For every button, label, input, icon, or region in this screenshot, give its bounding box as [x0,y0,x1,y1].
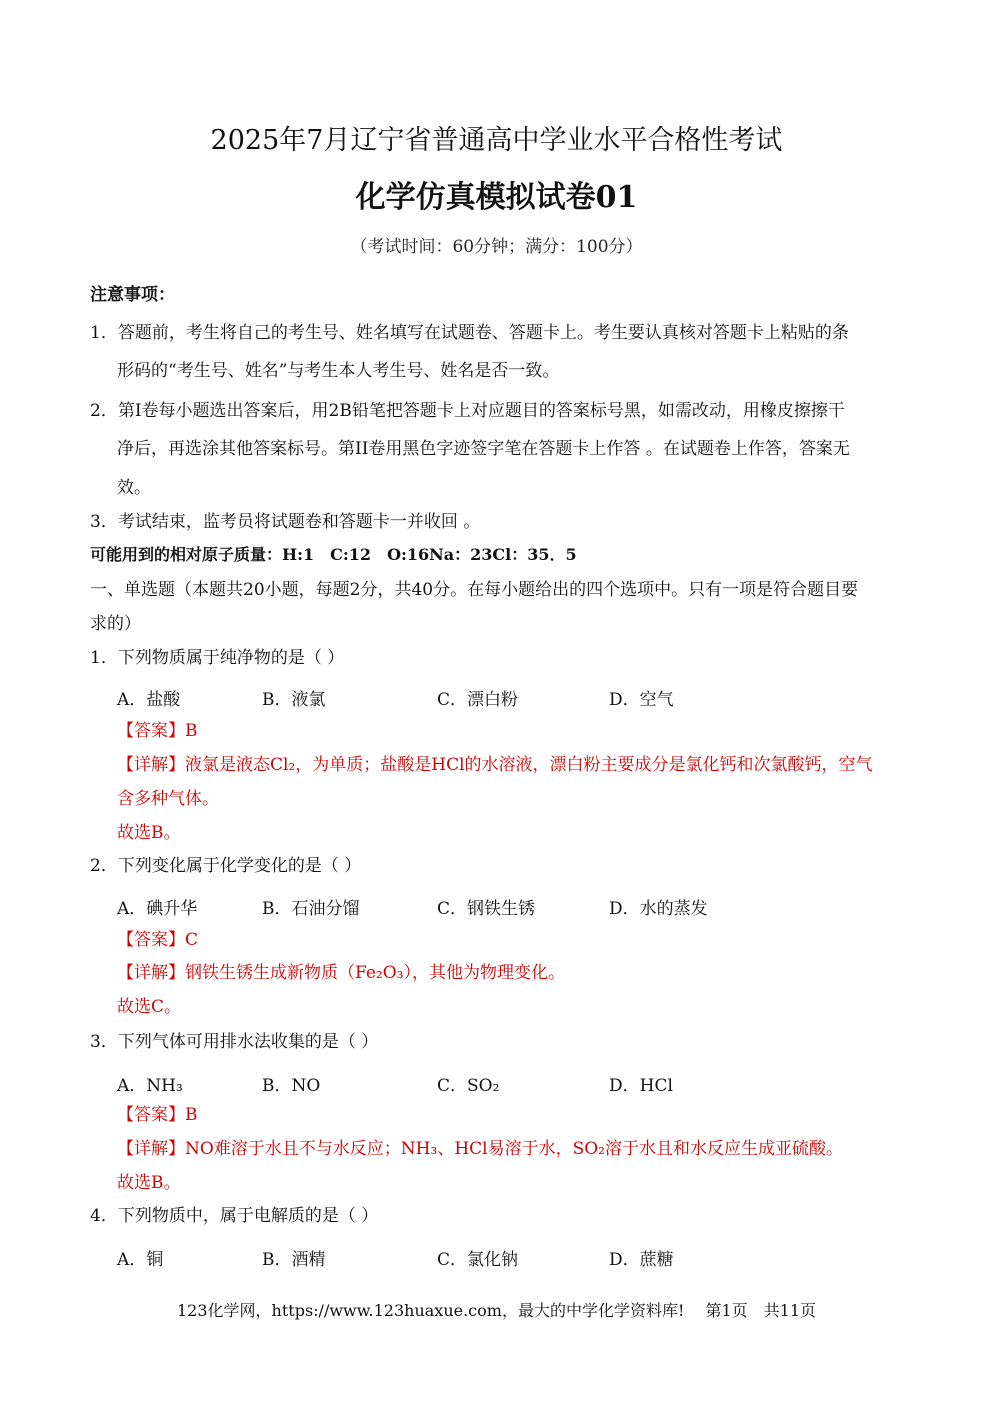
section-heading-line-1: 一、单选题（本题共20小题，每题2分，共40分。在每小题给出的四个选项中。只有一项是符合题目要 [90,580,859,600]
question-4-option-c: C．氯化钠 [437,1250,519,1270]
notice-item-2-line-3: 效。 [117,478,151,498]
question-4-option-b: B．酒精 [262,1250,326,1270]
question-2-option-b: B．石油分馏 [262,899,360,919]
notice-item-1-line-2: 形码的“考生号、姓名”与考生本人考生号、姓名是否一致。 [117,361,560,381]
question-2-option-d: D．水的蒸发 [609,899,708,919]
question-1-detail-line-1: 【详解】液氯是液态Cl₂，为单质；盐酸是HCl的水溶液，漂白粉主要成分是氯化钙和次氯酸钙，空气 [117,755,873,775]
question-1-stem: 1．下列物质属于纯净物的是（ ） [90,648,345,668]
notice-item-2-line-1: 2．第I卷每小题选出答案后，用2B铅笔把答题卡上对应题目的答案标号黑，如需改动，用橡皮擦擦干 [90,401,845,421]
question-3-conclusion: 故选B。 [117,1173,181,1193]
question-1-detail-line-2: 含多种气体。 [117,789,219,809]
question-3-detail-line-1: 【详解】NO难溶于水且不与水反应；NH₃、HCl易溶于水，SO₂溶于水且和水反应生成亚硫酸。 [117,1139,843,1159]
atomic-mass-line: 可能用到的相对原子质量：H:1 C:12 O:16Na：23Cl：35．5 [90,545,577,564]
question-2-detail-line-1: 【详解】钢铁生锈生成新物质（Fe₂O₃），其他为物理变化。 [117,963,565,983]
notice-item-3: 3．考试结束，监考员将试题卷和答题卡一并收回 。 [90,512,481,532]
exam-title: 2025年7月辽宁省普通高中学业水平合格性考试 [210,125,783,156]
question-4-stem: 4．下列物质中，属于电解质的是（ ） [90,1206,379,1226]
notice-item-1-line-1: 1．答题前，考生将自己的考生号、姓名填写在试题卷、答题卡上。考生要认真核对答题卡上粘贴的条 [90,323,849,343]
page-footer: 123化学网，https://www.123huaxue.com，最大的中学化学资料库! 第1页 共11页 [177,1301,816,1320]
question-1-option-b: B．液氯 [262,690,326,710]
question-4-option-a: A．铜 [117,1250,164,1270]
question-2-option-a: A．碘升华 [117,899,198,919]
question-2-option-c: C．钢铁生锈 [437,899,536,919]
question-2-stem: 2．下列变化属于化学变化的是（ ） [90,856,362,876]
paper-subtitle: 化学仿真模拟试卷01 [355,180,638,215]
question-3-option-a: A．NH₃ [117,1076,183,1096]
exam-info: （考试时间：60分钟；满分：100分） [350,237,643,257]
question-3-option-d: D．HCl [609,1076,673,1096]
question-3-option-c: C．SO₂ [437,1076,500,1096]
section-heading-line-2: 求的） [90,614,141,634]
notice-heading: 注意事项： [90,285,175,305]
question-4-option-d: D．蔗糖 [609,1250,674,1270]
question-1-option-d: D．空气 [609,690,674,710]
notice-item-2-line-2: 净后，再选涂其他答案标号。第II卷用黑色字迹签字笔在答题卡上作答 。在试题卷上作答，答案无 [117,439,850,459]
question-3-stem: 3．下列气体可用排水法收集的是（ ） [90,1032,379,1052]
question-2-conclusion: 故选C。 [117,997,182,1017]
question-1-conclusion: 故选B。 [117,823,181,843]
question-3-answer: 【答案】B [117,1105,198,1125]
question-3-option-b: B．NO [262,1076,321,1096]
question-1-option-a: A．盐酸 [117,690,181,710]
question-1-answer: 【答案】B [117,721,198,741]
question-2-answer: 【答案】C [117,930,199,950]
question-1-option-c: C．漂白粉 [437,690,519,710]
